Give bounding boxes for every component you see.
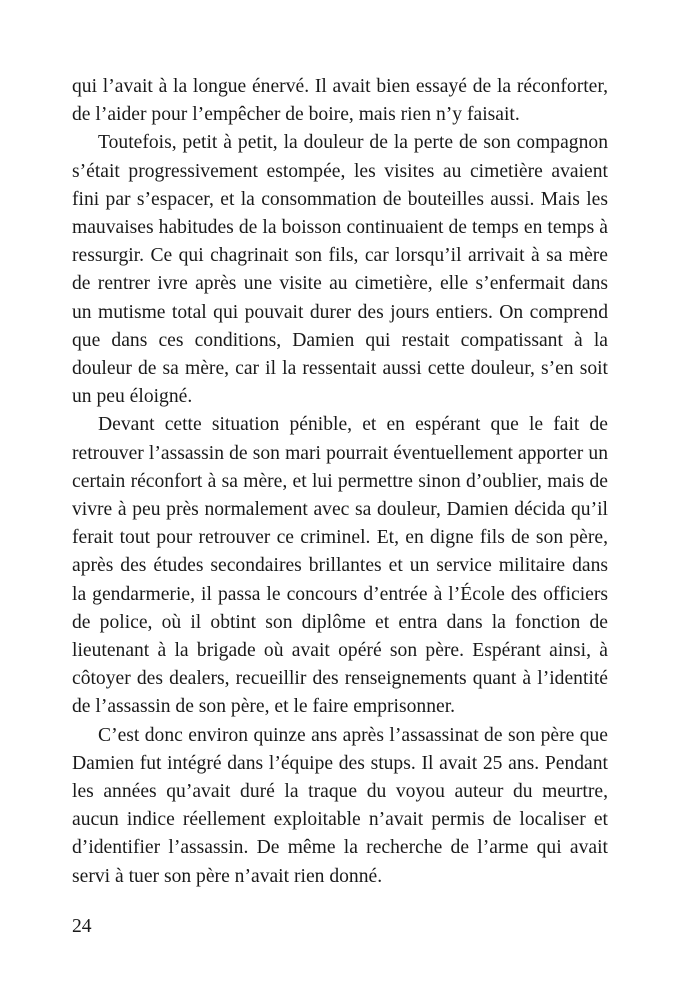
paragraph: Toutefois, petit à petit, la douleur de la perte de son compagnon s’était progressivement estompée, les visites au cimetière avaient fini par s’espacer, et la consommation de bouteilles aussi. Mais les mauvaises habitudes de la boisson continuaient de temps en temps à ressurgir. Ce qui chagrinait son fils, car lorsqu’il arrivait à sa mère de rentrer ivre après une visite au cimetière, elle s’enfermait dans un mutisme total qui pouvait durer des jours entiers. On comprend que dans ces conditions, Damien qui restait compatissant à la douleur de sa mère, car il la ressentait aussi cette douleur, s’en soit un peu éloigné. (72, 132, 608, 408)
paragraph-continuation: qui l’avait à la longue énervé. Il avait bien essayé de la réconforter, de l’aider pour l’empêcher de boire, mais rien n’y faisait. (72, 76, 608, 126)
paragraph: C’est donc environ quinze ans après l’assassinat de son père que Damien fut intégré dans l’équipe des stups. Il avait 25 ans. Pendant les années qu’avait duré la traque du voyou auteur du meurtre, aucun indice réellement exploitable n’avait permis de localiser et d’identifier l’assassin. De même la recherche de l’arme qui avait servi à tuer son père n’avait rien donné. (72, 724, 608, 887)
body-text (72, 73, 608, 891)
page-number: 24 (72, 916, 92, 937)
paragraph: Devant cette situation pénible, et en espérant que le fait de retrouver l’assassin de son mari pourrait éventuellement apporter un certain réconfort à sa mère, et lui permettre sinon d’oublier, mais de vivre à peu près normalement avec sa douleur, Damien décida qu’il ferait tout pour retrouver ce criminel. Et, en digne fils de son père, après des études secondaires brillantes et un service militaire dans la gendarmerie, il passa le concours d’entrée à l’École des officiers de police, où il obtint son diplôme et entra dans la fonction de lieutenant à la brigade où avait opéré son père. Espérant ainsi, à côtoyer des dealers, recueillir des renseignements quant à l’identité de l’assassin de son père, et le faire emprisonner. (72, 414, 608, 718)
